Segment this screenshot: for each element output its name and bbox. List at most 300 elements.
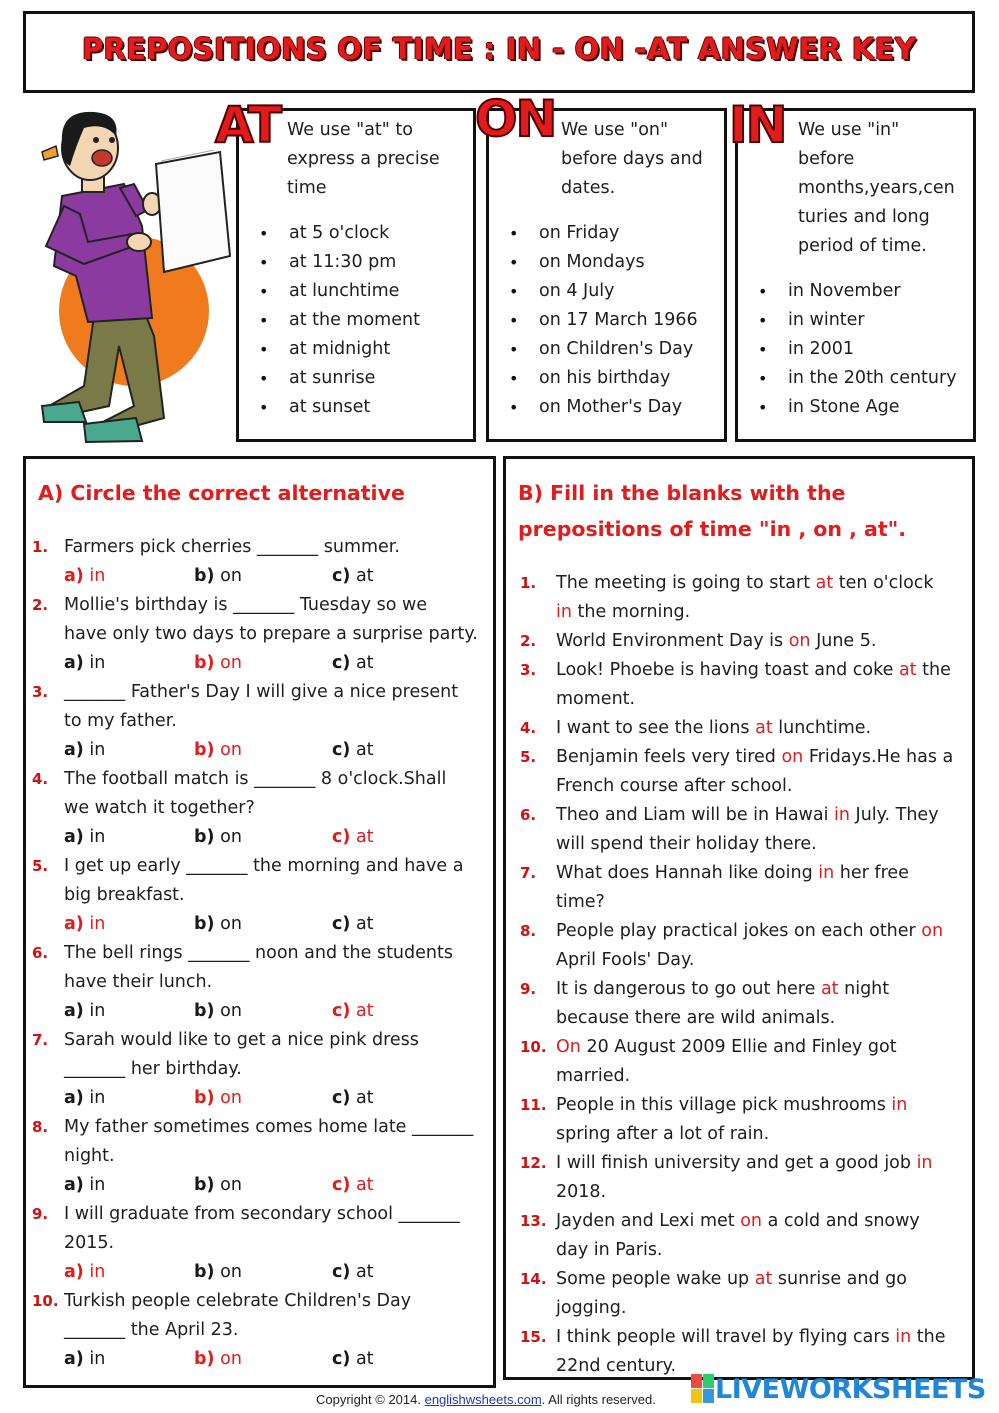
option-text: in [89, 653, 106, 673]
correct-option[interactable] [64, 910, 105, 939]
option-letter: b) [194, 1001, 215, 1021]
question-number: 4. [32, 770, 49, 788]
question-text-line: I will graduate from secondary school _______ [64, 1204, 460, 1224]
item-number: 1. [520, 574, 537, 592]
sentence-text: 20 August 2009 Ellie and Finley got [580, 1037, 897, 1057]
answer-option[interactable] [194, 823, 242, 852]
item-text-line [556, 627, 968, 656]
sentence-text: the morning. [571, 602, 691, 622]
question-number: 9. [32, 1205, 49, 1223]
answer-word: at [755, 718, 773, 738]
question-number: 1. [32, 538, 49, 556]
option-letter: a) [64, 827, 84, 847]
answer-option[interactable] [64, 1171, 105, 1200]
sentence-text: April Fools' Day. [556, 950, 695, 970]
answer-options [34, 997, 494, 1026]
list-item: • on his birthday [509, 364, 698, 393]
question-row [34, 852, 494, 910]
correct-option[interactable] [332, 997, 374, 1026]
item-number: 4. [520, 719, 537, 737]
on-examples-list [509, 219, 698, 422]
in-rule-box [735, 108, 976, 442]
option-text: on [220, 1175, 242, 1195]
sentence-text: The meeting is going to start [556, 573, 816, 593]
sentence-text: Look! Phoebe is having toast and coke [556, 660, 899, 680]
item-number: 5. [520, 748, 537, 766]
list-item: • in winter [758, 306, 957, 335]
item-text-line [556, 1091, 968, 1120]
item-text-line [556, 1062, 968, 1091]
fill-in-item [520, 627, 968, 656]
answer-options [34, 1258, 494, 1287]
option-letter: c) [332, 1088, 351, 1108]
question-row [34, 1113, 494, 1171]
sentence-text: day in Paris. [556, 1240, 663, 1260]
option-letter: b) [194, 653, 215, 673]
sentence-text: 2018. [556, 1182, 607, 1202]
list-item: • at the moment [259, 306, 420, 335]
fill-in-item [520, 1091, 968, 1149]
question-text-line: to my father. [64, 711, 177, 731]
sentence-text: sunrise and go [772, 1269, 907, 1289]
question-text-line: Mollie's birthday is _______ Tuesday so we [64, 595, 428, 615]
option-text: in [89, 1262, 106, 1282]
item-text-line [556, 1323, 968, 1352]
answer-options [34, 1084, 494, 1113]
item-text-line [556, 1207, 968, 1236]
option-letter: c) [332, 914, 351, 934]
title-box [23, 11, 975, 93]
in-description [798, 116, 974, 261]
question-text-line: The football match is _______ 8 o'clock.Shall [64, 769, 447, 789]
in-examples-list [758, 277, 957, 422]
item-number: 7. [520, 864, 537, 882]
item-text-line [556, 946, 968, 975]
answer-word: on [788, 631, 811, 651]
answer-option[interactable] [194, 1258, 242, 1287]
correct-option[interactable] [194, 736, 242, 765]
option-text: on [220, 653, 242, 673]
answer-word: in [891, 1095, 908, 1115]
option-letter: a) [64, 1262, 84, 1282]
sentence-text: French course after school. [556, 776, 793, 796]
answer-options [34, 1171, 494, 1200]
sentence-text: Fridays.He has a [803, 747, 954, 767]
liveworksheets-logo-text: LIVEWORKSHEETS [715, 1373, 986, 1405]
fill-in-item [520, 743, 968, 801]
answer-word: at [754, 1269, 773, 1289]
section-a-panel [23, 456, 496, 1388]
answer-options [34, 823, 494, 852]
on-desc-line: dates. [561, 178, 616, 198]
answer-option[interactable] [332, 910, 374, 939]
question-row [34, 678, 494, 736]
sentence-text: her free [834, 863, 909, 883]
sentence-text: will spend their holiday there. [556, 834, 817, 854]
item-text-line [556, 656, 968, 685]
on-big-letters: ON [475, 90, 556, 148]
section-b-title [518, 475, 906, 547]
option-letter: a) [64, 1349, 84, 1369]
option-text: in [89, 1088, 106, 1108]
item-number: 15. [520, 1328, 547, 1346]
correct-option[interactable] [332, 823, 374, 852]
option-text: at [355, 1262, 374, 1282]
question-number: 5. [32, 857, 49, 875]
sentence-text: I think people will travel by flying cars [556, 1327, 896, 1347]
section-b-panel [503, 456, 975, 1380]
option-letter: b) [194, 1175, 215, 1195]
answer-option[interactable] [332, 736, 374, 765]
option-letter: a) [64, 653, 84, 673]
on-description [561, 116, 725, 203]
copyright-suffix: . All rights reserved. [541, 1392, 656, 1407]
list-item: • on Mother's Day [509, 393, 698, 422]
option-letter: c) [332, 1349, 351, 1369]
option-letter: a) [64, 566, 84, 586]
answer-option[interactable] [64, 1345, 105, 1374]
answer-word: at [898, 660, 917, 680]
question-text-line: Sarah would like to get a nice pink dress [64, 1030, 419, 1050]
item-text-line [556, 1265, 968, 1294]
item-number: 3. [520, 661, 537, 679]
list-item: • at 5 o'clock [259, 219, 420, 248]
answer-option[interactable] [64, 649, 105, 678]
sentence-text: Jayden and Lexi met [556, 1211, 741, 1231]
question-number: 10. [32, 1292, 59, 1310]
answer-option[interactable] [64, 997, 105, 1026]
section-b-items [520, 569, 968, 1381]
fill-in-item [520, 1207, 968, 1265]
at-desc-line: express a precise [287, 149, 440, 169]
list-item: • on 4 July [509, 277, 698, 306]
option-text: at [355, 1175, 374, 1195]
sentence-text: a cold and snowy [762, 1211, 920, 1231]
fill-in-item [520, 917, 968, 975]
sentence-text: Benjamin feels very tired [556, 747, 782, 767]
item-text-line [556, 975, 968, 1004]
item-text-line [556, 917, 968, 946]
sentence-text: time? [556, 892, 605, 912]
sentence-text: Theo and Liam will be in Hawai [556, 805, 835, 825]
list-item: • at lunchtime [259, 277, 420, 306]
option-letter: b) [194, 1262, 215, 1282]
answer-option[interactable] [332, 562, 374, 591]
item-text-line [556, 888, 968, 917]
list-item: • at sunset [259, 393, 420, 422]
question-text-line: have only two days to prepare a surprise party. [64, 624, 478, 644]
option-letter: b) [194, 740, 215, 760]
item-text-line [556, 569, 968, 598]
sentence-text: June 5. [810, 631, 877, 651]
question-row [34, 533, 494, 562]
answer-word: in [556, 602, 572, 622]
option-text: on [220, 1001, 242, 1021]
option-letter: c) [332, 1175, 351, 1195]
option-text: in [89, 827, 106, 847]
sentence-text: the [916, 660, 951, 680]
question-row [34, 765, 494, 823]
correct-option[interactable] [194, 649, 242, 678]
question-text-line: night. [64, 1146, 115, 1166]
option-text: in [89, 914, 106, 934]
fill-in-item [520, 1265, 968, 1323]
list-item: • on 17 March 1966 [509, 306, 698, 335]
item-text-line [556, 1236, 968, 1265]
option-text: on [220, 740, 242, 760]
liveworksheets-logo[interactable] [691, 1373, 986, 1405]
section-b-title-line: prepositions of time "in , on , at". [518, 517, 907, 541]
question-row [34, 591, 494, 649]
item-text-line [556, 801, 968, 830]
item-text-line [556, 772, 968, 801]
sentence-text: People in this village pick mushrooms [556, 1095, 892, 1115]
sentence-text: because there are wild animals. [556, 1008, 836, 1028]
item-text-line [556, 685, 968, 714]
option-text: on [220, 566, 242, 586]
list-item: • in the 20th century [758, 364, 957, 393]
option-text: in [89, 1001, 106, 1021]
option-letter: b) [194, 827, 215, 847]
answer-word: On [556, 1037, 581, 1057]
option-text: in [89, 1349, 106, 1369]
answer-word: on [781, 747, 804, 767]
list-item: • in 2001 [758, 335, 957, 364]
list-item: • on Mondays [509, 248, 698, 277]
in-desc-line: months,years,cen [798, 178, 955, 198]
option-letter: a) [64, 1175, 84, 1195]
option-letter: c) [332, 827, 351, 847]
fill-in-item [520, 569, 968, 627]
question-text-line: _______ her birthday. [64, 1059, 242, 1079]
copyright-prefix: Copyright © 2014. [316, 1392, 425, 1407]
question-row [34, 1287, 494, 1345]
answer-options [34, 649, 494, 678]
option-letter: c) [332, 1262, 351, 1282]
answer-word: at [820, 979, 839, 999]
answer-word: on [740, 1211, 762, 1231]
answer-option[interactable] [64, 1084, 105, 1113]
list-item: • at midnight [259, 335, 420, 364]
on-rule-box [486, 108, 727, 442]
option-text: on [220, 914, 242, 934]
section-a-title: A) Circle the correct alternative [38, 481, 405, 505]
sentence-text: World Environment Day is [556, 631, 789, 651]
answer-word: in [916, 1153, 933, 1173]
item-text-line [556, 598, 968, 627]
question-text-line: we watch it together? [64, 798, 255, 818]
option-text: in [89, 1175, 106, 1195]
fill-in-item [520, 975, 968, 1033]
section-b-title-line: B) Fill in the blanks with the [518, 481, 846, 505]
item-text-line [556, 1004, 968, 1033]
sentence-text: July. They [849, 805, 939, 825]
item-text-line [556, 1294, 968, 1323]
question-number: 6. [32, 944, 49, 962]
item-text-line [556, 1033, 968, 1062]
in-desc-line: before [798, 149, 855, 169]
item-number: 12. [520, 1154, 547, 1172]
sentence-text: It is dangerous to go out here [556, 979, 821, 999]
section-a-questions [34, 533, 494, 1374]
question-text-line: _______ the April 23. [64, 1320, 239, 1340]
sentence-text: I want to see the lions [556, 718, 756, 738]
answer-option[interactable] [194, 562, 242, 591]
sentence-text: I will finish university and get a good job [556, 1153, 917, 1173]
fill-in-item [520, 1033, 968, 1091]
question-text-line: big breakfast. [64, 885, 185, 905]
option-text: in [89, 740, 106, 760]
answer-word: at [815, 573, 834, 593]
page-title: PREPOSITIONS OF TIME : IN - ON -AT ANSWER KEY [81, 32, 917, 66]
on-desc-line: We use "on" [561, 120, 669, 140]
at-examples-list [259, 219, 420, 422]
item-text-line [556, 830, 968, 859]
option-text: on [220, 1349, 242, 1369]
item-text-line [556, 714, 968, 743]
option-letter: b) [194, 914, 215, 934]
fill-in-item [520, 714, 968, 743]
sentence-text: night [838, 979, 890, 999]
answer-word: in [895, 1327, 912, 1347]
question-row [34, 1026, 494, 1084]
list-item: • at 11:30 pm [259, 248, 420, 277]
option-text: at [355, 827, 374, 847]
option-letter: c) [332, 740, 351, 760]
option-text: at [355, 1001, 374, 1021]
question-text-line: Farmers pick cherries _______ summer. [64, 537, 400, 557]
in-desc-line: period of time. [798, 236, 927, 256]
answer-options [34, 910, 494, 939]
in-desc-line: We use "in" [798, 120, 900, 140]
englishwsheets-link[interactable]: englishwsheets.com [424, 1392, 542, 1407]
list-item: • on Friday [509, 219, 698, 248]
list-item: • on Children's Day [509, 335, 698, 364]
on-desc-line: before days and [561, 149, 703, 169]
option-text: at [355, 914, 374, 934]
correct-option[interactable] [64, 562, 105, 591]
option-letter: a) [64, 740, 84, 760]
option-text: in [89, 566, 106, 586]
option-text: on [220, 1262, 242, 1282]
answer-option[interactable] [332, 649, 374, 678]
answer-word: in [834, 805, 850, 825]
item-number: 11. [520, 1096, 547, 1114]
answer-option[interactable] [194, 997, 242, 1026]
fill-in-item [520, 859, 968, 917]
sentence-text: spring after a lot of rain. [556, 1124, 770, 1144]
answer-word: on [921, 921, 944, 941]
item-number: 13. [520, 1212, 547, 1230]
item-text-line [556, 743, 968, 772]
sentence-text: jogging. [556, 1298, 627, 1318]
option-letter: c) [332, 566, 351, 586]
question-text-line: My father sometimes comes home late _______ [64, 1117, 474, 1137]
correct-option[interactable] [194, 1345, 242, 1374]
at-desc-line: We use "at" to [287, 120, 413, 140]
question-text-line: 2015. [64, 1233, 115, 1253]
item-text-line [556, 1149, 968, 1178]
option-letter: a) [64, 914, 84, 934]
question-number: 3. [32, 683, 49, 701]
option-text: at [355, 740, 374, 760]
man-reading-paper-illustration [24, 106, 234, 446]
question-text-line: The bell rings _______ noon and the students [64, 943, 453, 963]
option-text: on [220, 1088, 242, 1108]
live-badge-icon [691, 1374, 715, 1404]
sentence-text: the [911, 1327, 946, 1347]
question-text-line: _______ Father's Day I will give a nice present [64, 682, 459, 702]
correct-option[interactable] [194, 1084, 242, 1113]
correct-option[interactable] [64, 1258, 105, 1287]
question-text-line: Turkish people celebrate Children's Day [64, 1291, 412, 1311]
item-number: 6. [520, 806, 537, 824]
answer-option[interactable] [332, 1258, 374, 1287]
list-item: • in Stone Age [758, 393, 957, 422]
item-text-line [556, 1178, 968, 1207]
question-text-line: have their lunch. [64, 972, 213, 992]
answer-option[interactable] [64, 736, 105, 765]
correct-option[interactable] [332, 1171, 374, 1200]
fill-in-item [520, 656, 968, 714]
sentence-text: lunchtime. [772, 718, 872, 738]
item-text-line [556, 859, 968, 888]
item-number: 8. [520, 922, 537, 940]
answer-options [34, 562, 494, 591]
list-item: • at sunrise [259, 364, 420, 393]
option-text: at [355, 1088, 374, 1108]
option-text: at [355, 566, 374, 586]
sentence-text: moment. [556, 689, 636, 709]
option-letter: b) [194, 1349, 215, 1369]
sentence-text: Some people wake up [556, 1269, 755, 1289]
item-number: 9. [520, 980, 537, 998]
answer-word: in [818, 863, 835, 883]
answer-options [34, 1345, 494, 1374]
sentence-text: ten o'clock [833, 573, 934, 593]
item-number: 14. [520, 1270, 547, 1288]
list-item: • in November [758, 277, 957, 306]
answer-option[interactable] [64, 823, 105, 852]
option-letter: c) [332, 1001, 351, 1021]
in-big-letters: IN [729, 96, 786, 154]
sentence-text: married. [556, 1066, 631, 1086]
option-letter: b) [194, 1088, 215, 1108]
in-desc-line: turies and long [798, 207, 930, 227]
question-text-line: I get up early _______ the morning and have a [64, 856, 464, 876]
option-letter: a) [64, 1001, 84, 1021]
option-text: on [220, 827, 242, 847]
at-description [287, 116, 473, 203]
answer-option[interactable] [332, 1345, 374, 1374]
item-number: 10. [520, 1038, 547, 1056]
question-number: 2. [32, 596, 49, 614]
question-number: 7. [32, 1031, 49, 1049]
sentence-text: People play practical jokes on each other [556, 921, 922, 941]
sentence-text: 22nd century. [556, 1356, 677, 1376]
answer-option[interactable] [332, 1084, 374, 1113]
at-rule-box [236, 108, 476, 442]
option-text: at [355, 1349, 374, 1369]
option-letter: b) [194, 566, 215, 586]
option-letter: a) [64, 1088, 84, 1108]
item-number: 2. [520, 632, 537, 650]
at-desc-line: time [287, 178, 327, 198]
answer-options [34, 736, 494, 765]
question-row [34, 1200, 494, 1258]
answer-option[interactable] [194, 910, 242, 939]
answer-option[interactable] [194, 1171, 242, 1200]
